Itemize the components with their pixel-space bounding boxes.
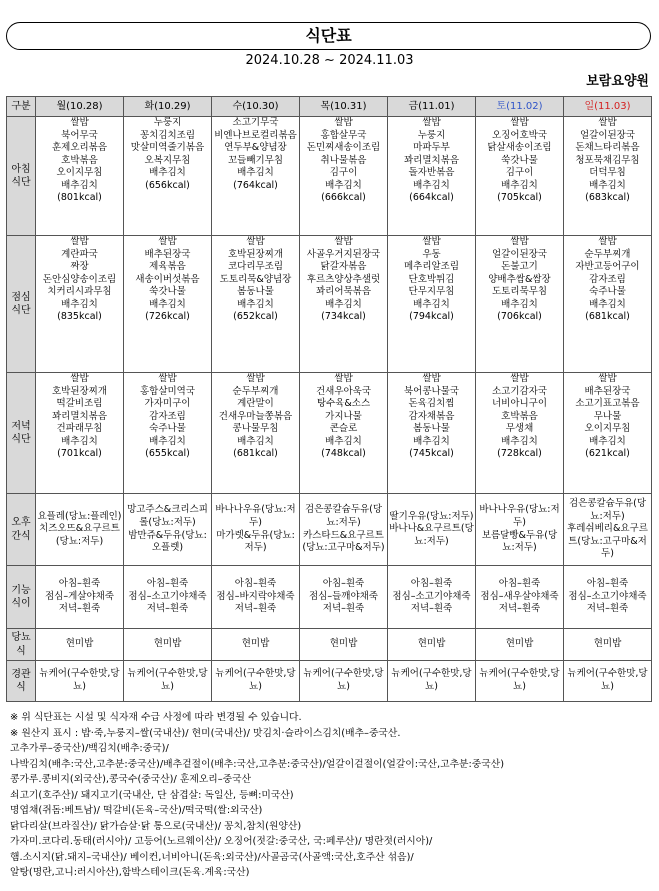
menu-item: 배추김치 bbox=[325, 298, 362, 310]
menu-item: 김구이 bbox=[329, 167, 358, 179]
menu-item: 건새우아욱국 bbox=[315, 385, 372, 397]
menu-cell bbox=[36, 629, 124, 661]
menu-item: 후르츠양상추샐럿 bbox=[306, 273, 381, 285]
day-header: 수(10.30) bbox=[212, 97, 300, 117]
menu-cell bbox=[388, 629, 476, 661]
menu-cell bbox=[36, 661, 124, 702]
menu-item: (801kcal) bbox=[57, 192, 102, 204]
row-label: 오후 간식 bbox=[7, 494, 36, 566]
menu-item: 배추김치 bbox=[237, 298, 274, 310]
menu-item: 너비아니구이 bbox=[491, 398, 548, 410]
menu-cell bbox=[388, 236, 476, 373]
menu-item: 계란파국 bbox=[61, 248, 98, 260]
menu-item: 단호박튀김 bbox=[408, 273, 455, 285]
menu-item: 새송이버섯볶음 bbox=[135, 273, 200, 285]
menu-item: 쌀밥 bbox=[70, 117, 89, 128]
menu-item: 쌀밥 bbox=[598, 117, 617, 128]
menu-cell bbox=[212, 494, 300, 566]
menu-item: 무생채 bbox=[505, 423, 534, 435]
menu-item: (748kcal) bbox=[321, 448, 366, 460]
menu-item: 얼갈이된장국 bbox=[579, 129, 636, 141]
menu-item: 소고기무국 bbox=[232, 117, 279, 128]
menu-item: 연두부&양념장 bbox=[224, 142, 287, 154]
menu-item: 순두부찌개 bbox=[584, 248, 631, 260]
menu-item: (683kcal) bbox=[585, 192, 630, 204]
menu-item: 배추김치 bbox=[149, 435, 186, 447]
menu-item: (681kcal) bbox=[585, 311, 630, 323]
menu-item: 저녁–흰죽 bbox=[322, 603, 365, 615]
menu-item: 떡갈비조림 bbox=[56, 398, 103, 410]
menu-item: 망고주스&크리스피롤(당뇨:저두) bbox=[127, 504, 208, 528]
menu-item: 배추김치 bbox=[325, 179, 362, 191]
row-label: 당뇨 식 bbox=[7, 629, 36, 661]
note-line: 알탕(명란,고니:러시아산),함박스테이크(돈육.계육:국산) bbox=[10, 867, 250, 878]
menu-cell bbox=[476, 373, 564, 494]
menu-item: 카스타드&요구르트(당뇨:고구마&저두) bbox=[302, 529, 385, 554]
menu-item: 소고기표고볶음 bbox=[575, 398, 640, 410]
menu-item: 돌자반볶음 bbox=[408, 167, 455, 179]
menu-item: 쌀밥 bbox=[422, 117, 441, 128]
menu-item: 검은콩칼슘두유(당뇨:저두) bbox=[304, 504, 383, 528]
note-line: 콩가루.콩비지(외국산),콩국수(중국산)/ 훈제오리–중국산 bbox=[10, 774, 252, 785]
menu-item: 마파두부 bbox=[413, 142, 450, 154]
corner-cell: 구분 bbox=[7, 97, 36, 117]
menu-item: 호박볶음 bbox=[501, 410, 538, 422]
menu-item: 훈제오리볶음 bbox=[51, 142, 108, 154]
menu-item: 쌀밥 bbox=[510, 117, 529, 128]
menu-item: (621kcal) bbox=[585, 448, 630, 460]
menu-item: 배추김치 bbox=[589, 179, 626, 191]
menu-cell bbox=[212, 661, 300, 702]
note-line: 나박김치(배추:국산,고추분:중국산)/배추겉절이(배추:국산,고추분:중국산)/얼갈이겉절이(얼갈이:국산,고추분:중국산) bbox=[10, 758, 505, 770]
menu-item: 점심–바지락야채죽 bbox=[216, 590, 295, 602]
menu-item: 현미밥 bbox=[593, 638, 622, 650]
menu-item: 비엔나브로컬리볶음 bbox=[214, 129, 297, 141]
menu-item: 감자채볶음 bbox=[408, 410, 455, 422]
menu-item: 닭갈자볶음 bbox=[320, 261, 367, 273]
menu-cell bbox=[300, 494, 388, 566]
menu-item: 현미밥 bbox=[65, 638, 94, 650]
menu-cell bbox=[476, 629, 564, 661]
menu-item: 치커리시과무침 bbox=[47, 286, 112, 298]
menu-item: 저녁–흰죽 bbox=[586, 603, 629, 615]
menu-item: 배추김치 bbox=[237, 167, 274, 179]
menu-item: 보름달빵&두유(당뇨:저두) bbox=[481, 529, 558, 554]
menu-item: 누룽지 bbox=[153, 117, 182, 128]
menu-item: 쌀밥 bbox=[334, 236, 353, 247]
menu-cell bbox=[36, 117, 124, 236]
note-line: 쇠고기(호주산)/ 돼지고기(국내산, 단 삼겹살: 독일산, 등뼈:미국산) bbox=[10, 789, 294, 801]
menu-item: 뉴케어(구수한맛,당뇨) bbox=[567, 668, 648, 692]
menu-cell bbox=[476, 236, 564, 373]
row-label: 아침 식단 bbox=[7, 117, 36, 236]
menu-item: 쌀밥 bbox=[158, 236, 177, 247]
menu-cell bbox=[36, 566, 124, 629]
menu-item: 도토리묵&양념장 bbox=[219, 273, 292, 285]
table-row bbox=[7, 661, 652, 702]
menu-cell bbox=[124, 236, 212, 373]
day-header: 월(10.28) bbox=[36, 97, 124, 117]
menu-item: 호박된장찌개 bbox=[51, 385, 108, 397]
menu-item: (701kcal) bbox=[57, 448, 102, 460]
menu-item: 치즈오뜨&요구르트(당뇨:저두) bbox=[39, 523, 120, 547]
menu-item: 단무지무침 bbox=[408, 286, 455, 298]
menu-cell bbox=[564, 236, 652, 373]
menu-item: 봄동나물 bbox=[413, 423, 450, 435]
menu-cell bbox=[388, 661, 476, 702]
menu-item: 쌀밥 bbox=[598, 373, 617, 384]
table-row bbox=[7, 236, 652, 373]
organization-name: 보람요양원 bbox=[586, 74, 649, 89]
note-line: 명엽채(쥐돔:베트남)/ 떡갈비(돈육–국산)/떡국떡(쌀:외국산) bbox=[10, 805, 263, 816]
menu-item: 닭살새송이조림 bbox=[487, 142, 552, 154]
menu-item: 배추김치 bbox=[325, 435, 362, 447]
menu-item: 우동 bbox=[422, 248, 441, 260]
menu-item: 아침–흰죽 bbox=[234, 578, 277, 590]
menu-item: 요플레(당뇨:플레인) bbox=[37, 510, 122, 522]
menu-item: 점심–소고기야채죽 bbox=[568, 590, 647, 602]
menu-item: 쌀밥 bbox=[422, 373, 441, 384]
menu-item: 건파래무침 bbox=[56, 423, 103, 435]
menu-item: 콩나물무침 bbox=[232, 423, 279, 435]
menu-cell bbox=[124, 661, 212, 702]
menu-item: 배추김치 bbox=[61, 179, 98, 191]
menu-item: 바나나&요구르트(당뇨:저두) bbox=[389, 523, 474, 547]
menu-item: (666kcal) bbox=[321, 192, 366, 204]
table-body bbox=[7, 117, 652, 702]
menu-item: 취나물볶음 bbox=[320, 154, 367, 166]
menu-item: 배추김치 bbox=[149, 298, 186, 310]
menu-item: 후레쉬베리&요구르트(당뇨:고구마&저두) bbox=[567, 523, 648, 560]
menu-item: 배추김치 bbox=[501, 298, 538, 310]
menu-item: (764kcal) bbox=[233, 179, 278, 191]
menu-item: 돈육김치찜 bbox=[408, 398, 455, 410]
menu-item: (726kcal) bbox=[145, 311, 190, 323]
menu-item: 검은콩칼슘두유(당뇨:저두) bbox=[568, 498, 647, 522]
menu-cell bbox=[564, 629, 652, 661]
menu-item: 쌀밥 bbox=[70, 236, 89, 247]
menu-item: 저녁–흰죽 bbox=[410, 603, 453, 615]
menu-cell bbox=[124, 494, 212, 566]
menu-item: 도토리묵무침 bbox=[491, 286, 548, 298]
menu-item: 오복지무침 bbox=[144, 154, 191, 166]
menu-item: 점심–소고기야채죽 bbox=[392, 590, 471, 602]
day-header-saturday: 토(11.02) bbox=[476, 97, 564, 117]
menu-item: 배추김치 bbox=[61, 435, 98, 447]
menu-item: 꽈리멸치볶음 bbox=[403, 154, 460, 166]
menu-cell bbox=[564, 566, 652, 629]
table-row bbox=[7, 566, 652, 629]
menu-item: 쑥갓나물 bbox=[501, 154, 538, 166]
menu-cell bbox=[388, 566, 476, 629]
menu-item: (734kcal) bbox=[321, 311, 366, 323]
menu-item: 꽁치김치조림 bbox=[139, 129, 196, 141]
menu-item: 짜장 bbox=[70, 261, 89, 273]
menu-item: 꽈리어묵볶음 bbox=[315, 286, 372, 298]
row-label: 점심 식단 bbox=[7, 236, 36, 373]
menu-item: 현미밥 bbox=[505, 638, 534, 650]
note-line: 햄.소시지(닭.돼지–국내산)/ 베이컨,너비아니(돈육:외국산)/사골곰국(사골액:국산,호주산 섞음)/ bbox=[10, 851, 414, 863]
menu-cell bbox=[300, 236, 388, 373]
menu-cell bbox=[476, 661, 564, 702]
menu-item: 저녁–흰죽 bbox=[58, 603, 101, 615]
menu-item: 뉴케어(구수한맛,당뇨) bbox=[391, 668, 472, 692]
menu-cell bbox=[124, 117, 212, 236]
menu-cell bbox=[300, 117, 388, 236]
menu-item: 청포묵채김무침 bbox=[575, 154, 640, 166]
menu-item: (794kcal) bbox=[409, 311, 454, 323]
menu-item: 콘슬로 bbox=[329, 423, 358, 435]
menu-item: 숙주나물 bbox=[589, 286, 626, 298]
menu-item: 바나나우유(당뇨:저두) bbox=[479, 504, 560, 528]
menu-cell bbox=[476, 566, 564, 629]
menu-item: 점심–들깨야채죽 bbox=[309, 590, 378, 602]
menu-cell bbox=[212, 566, 300, 629]
menu-item: 자반고등어구이 bbox=[575, 261, 640, 273]
menu-item: (728kcal) bbox=[497, 448, 542, 460]
menu-item: (652kcal) bbox=[233, 311, 278, 323]
menu-item: 무나물 bbox=[593, 410, 622, 422]
menu-cell bbox=[564, 661, 652, 702]
menu-cell bbox=[212, 373, 300, 494]
menu-item: 홍합살무국 bbox=[320, 129, 367, 141]
menu-item: 쌀밥 bbox=[422, 236, 441, 247]
menu-item: 배추된장국 bbox=[584, 385, 631, 397]
menu-item: 쌀밥 bbox=[334, 373, 353, 384]
menu-item: (705kcal) bbox=[497, 192, 542, 204]
menu-item: 쌀밥 bbox=[70, 373, 89, 384]
menu-item: 아침–흰죽 bbox=[410, 578, 453, 590]
menu-item: 꼬들빼기무침 bbox=[227, 154, 284, 166]
menu-item: 쌀밥 bbox=[510, 373, 529, 384]
menu-item: 누룽지 bbox=[417, 129, 446, 141]
menu-cell bbox=[124, 629, 212, 661]
menu-cell bbox=[300, 373, 388, 494]
menu-item: 점심–게살야채죽 bbox=[45, 590, 114, 602]
page-title: 식단표 bbox=[6, 22, 651, 50]
menu-item: 꽈리멸치볶음 bbox=[51, 410, 108, 422]
menu-item: 돈채느타리볶음 bbox=[575, 142, 640, 154]
menu-item: 오징어호박국 bbox=[491, 129, 548, 141]
note-line: 닭다리살(브라질산)/ 닭가슴살·닭 통으로(국내산)/ 꽁치,참치(원양산) bbox=[10, 820, 302, 832]
menu-cell bbox=[212, 236, 300, 373]
menu-item: 호박된장찌개 bbox=[227, 248, 284, 260]
menu-item: 계란말이 bbox=[237, 398, 274, 410]
menu-item: 아침–흰죽 bbox=[58, 578, 101, 590]
menu-cell bbox=[476, 117, 564, 236]
menu-item: 밤만쥬&두유(당뇨:오플렛) bbox=[128, 529, 207, 554]
menu-item: 배추김치 bbox=[237, 435, 274, 447]
menu-item: 돈불고기 bbox=[501, 261, 538, 273]
menu-cell bbox=[388, 373, 476, 494]
menu-item: 건새우마늘쫑볶음 bbox=[218, 410, 293, 422]
menu-item: 북어무국 bbox=[61, 129, 98, 141]
notes-section bbox=[10, 710, 655, 881]
menu-item: 소고기감자국 bbox=[491, 385, 548, 397]
menu-item: 뉴케어(구수한맛,당뇨) bbox=[303, 668, 384, 692]
menu-item: 맛살미역줄기볶음 bbox=[130, 142, 205, 154]
menu-item: 뉴케어(구수한맛,당뇨) bbox=[127, 668, 208, 692]
menu-item: 쌀밥 bbox=[246, 236, 265, 247]
menu-item: 제육볶음 bbox=[149, 261, 186, 273]
menu-item: 뉴케어(구수한맛,당뇨) bbox=[479, 668, 560, 692]
menu-item: 아침–흰죽 bbox=[322, 578, 365, 590]
menu-item: 마가렛&두유(당뇨:저두) bbox=[216, 529, 295, 554]
menu-item: 오이지무침 bbox=[584, 423, 631, 435]
meal-table bbox=[6, 96, 652, 702]
menu-cell bbox=[36, 236, 124, 373]
table-header-row bbox=[7, 97, 652, 117]
menu-cell bbox=[564, 494, 652, 566]
menu-item: 탕수육&소스 bbox=[316, 398, 371, 410]
menu-item: 코다리무조림 bbox=[227, 261, 284, 273]
menu-item: 쑥갓나물 bbox=[149, 286, 186, 298]
menu-item: 아침–흰죽 bbox=[498, 578, 541, 590]
menu-item: 뉴케어(구수한맛,당뇨) bbox=[39, 668, 120, 692]
row-label: 저녁 식단 bbox=[7, 373, 36, 494]
menu-item: 저녁–흰죽 bbox=[234, 603, 277, 615]
menu-item: 감자조림 bbox=[149, 410, 186, 422]
menu-item: 배추김치 bbox=[589, 435, 626, 447]
menu-item: 현미밥 bbox=[417, 638, 446, 650]
menu-item: 배추된장국 bbox=[144, 248, 191, 260]
menu-item: 홍합살미역국 bbox=[139, 385, 196, 397]
menu-item: 배추김치 bbox=[589, 298, 626, 310]
menu-item: 메추리알조림 bbox=[403, 261, 460, 273]
menu-item: 더덕무침 bbox=[589, 167, 626, 179]
menu-cell bbox=[36, 373, 124, 494]
menu-cell bbox=[300, 661, 388, 702]
menu-item: 쌀밥 bbox=[334, 117, 353, 128]
menu-item: 저녁–흰죽 bbox=[146, 603, 189, 615]
menu-item: 김구이 bbox=[505, 167, 534, 179]
menu-item: 바나나우유(당뇨:저두) bbox=[215, 504, 296, 528]
menu-item: 숙주나물 bbox=[149, 423, 186, 435]
menu-item: (656kcal) bbox=[145, 179, 190, 191]
menu-item: 가지나물 bbox=[325, 410, 362, 422]
menu-cell bbox=[124, 566, 212, 629]
menu-item: (835kcal) bbox=[57, 311, 102, 323]
menu-cell bbox=[564, 117, 652, 236]
menu-cell bbox=[564, 373, 652, 494]
menu-item: 배추김치 bbox=[413, 179, 450, 191]
menu-item: 얼갈이된장국 bbox=[491, 248, 548, 260]
menu-item: (664kcal) bbox=[409, 192, 454, 204]
menu-item: 돈안심양송이조림 bbox=[42, 273, 117, 285]
menu-item: 쌀밥 bbox=[510, 236, 529, 247]
menu-item: 아침–흰죽 bbox=[146, 578, 189, 590]
table-row bbox=[7, 629, 652, 661]
menu-cell bbox=[388, 117, 476, 236]
menu-cell bbox=[36, 494, 124, 566]
menu-item: 오이지무침 bbox=[56, 167, 103, 179]
menu-cell bbox=[388, 494, 476, 566]
menu-item: (745kcal) bbox=[409, 448, 454, 460]
menu-item: 배추김치 bbox=[501, 179, 538, 191]
menu-item: 북어콩나물국 bbox=[403, 385, 460, 397]
menu-item: 점심–새우살야채죽 bbox=[480, 590, 559, 602]
table-row bbox=[7, 494, 652, 566]
note-line: ※ 위 식단표는 시설 및 식자재 수급 사정에 따라 변경될 수 있습니다. bbox=[10, 712, 302, 723]
menu-item: 봄동나물 bbox=[237, 286, 274, 298]
date-range: 2024.10.28 ~ 2024.11.03 bbox=[245, 53, 414, 68]
note-line: 고추가루–중국산)/백김치(배추:중국)/ bbox=[10, 743, 169, 754]
menu-item: 호박볶음 bbox=[61, 154, 98, 166]
menu-item: 점심–소고기야채죽 bbox=[128, 590, 207, 602]
menu-cell bbox=[124, 373, 212, 494]
menu-item: 배추김치 bbox=[61, 298, 98, 310]
menu-cell bbox=[212, 117, 300, 236]
menu-item: 돈민찌새송이조림 bbox=[306, 142, 381, 154]
day-header-sunday: 일(11.03) bbox=[564, 97, 652, 117]
day-header: 금(11.01) bbox=[388, 97, 476, 117]
menu-item: 쌀밥 bbox=[246, 373, 265, 384]
menu-cell bbox=[300, 566, 388, 629]
menu-item: 배추김치 bbox=[149, 167, 186, 179]
menu-item: 순두부찌개 bbox=[232, 385, 279, 397]
menu-item: 사골우거지된장국 bbox=[306, 248, 381, 260]
menu-item: 딸기우유(당뇨:저두) bbox=[389, 510, 474, 522]
menu-item: 현미밥 bbox=[153, 638, 182, 650]
menu-item: 아침–흰죽 bbox=[586, 578, 629, 590]
menu-item: 현미밥 bbox=[241, 638, 270, 650]
menu-item: 가자미구이 bbox=[144, 398, 191, 410]
menu-item: 배추김치 bbox=[413, 435, 450, 447]
menu-cell bbox=[300, 629, 388, 661]
table-row bbox=[7, 117, 652, 236]
row-label: 경관 식 bbox=[7, 661, 36, 702]
note-line: ※ 원산지 표시 : 밥·죽,누룽지–쌀(국내산)/ 현미(국내산)/ 맛김치·슬라이스김치(배추–중국산. bbox=[10, 727, 401, 739]
table-row bbox=[7, 373, 652, 494]
menu-item: 양배추쌈&쌈장 bbox=[488, 273, 551, 285]
menu-item: (706kcal) bbox=[497, 311, 542, 323]
menu-item: 배추김치 bbox=[413, 298, 450, 310]
menu-item: 저녁–흰죽 bbox=[498, 603, 541, 615]
menu-cell bbox=[212, 629, 300, 661]
menu-item: 현미밥 bbox=[329, 638, 358, 650]
menu-item: 배추김치 bbox=[501, 435, 538, 447]
row-label: 기능 식이 bbox=[7, 566, 36, 629]
menu-item: 감자조림 bbox=[589, 273, 626, 285]
menu-item: 뉴케어(구수한맛,당뇨) bbox=[215, 668, 296, 692]
day-header: 목(10.31) bbox=[300, 97, 388, 117]
menu-item: 쌀밥 bbox=[158, 373, 177, 384]
menu-item: (655kcal) bbox=[145, 448, 190, 460]
note-line: 가자미.코다리.동태(러시아)/ 고등어(노르웨이산)/ 오징어(젓갈:중국산, 국:페루산)/ 명란젓(러시아)/ bbox=[10, 836, 433, 847]
menu-cell bbox=[476, 494, 564, 566]
menu-item: (681kcal) bbox=[233, 448, 278, 460]
day-header: 화(10.29) bbox=[124, 97, 212, 117]
menu-item: 쌀밥 bbox=[598, 236, 617, 247]
